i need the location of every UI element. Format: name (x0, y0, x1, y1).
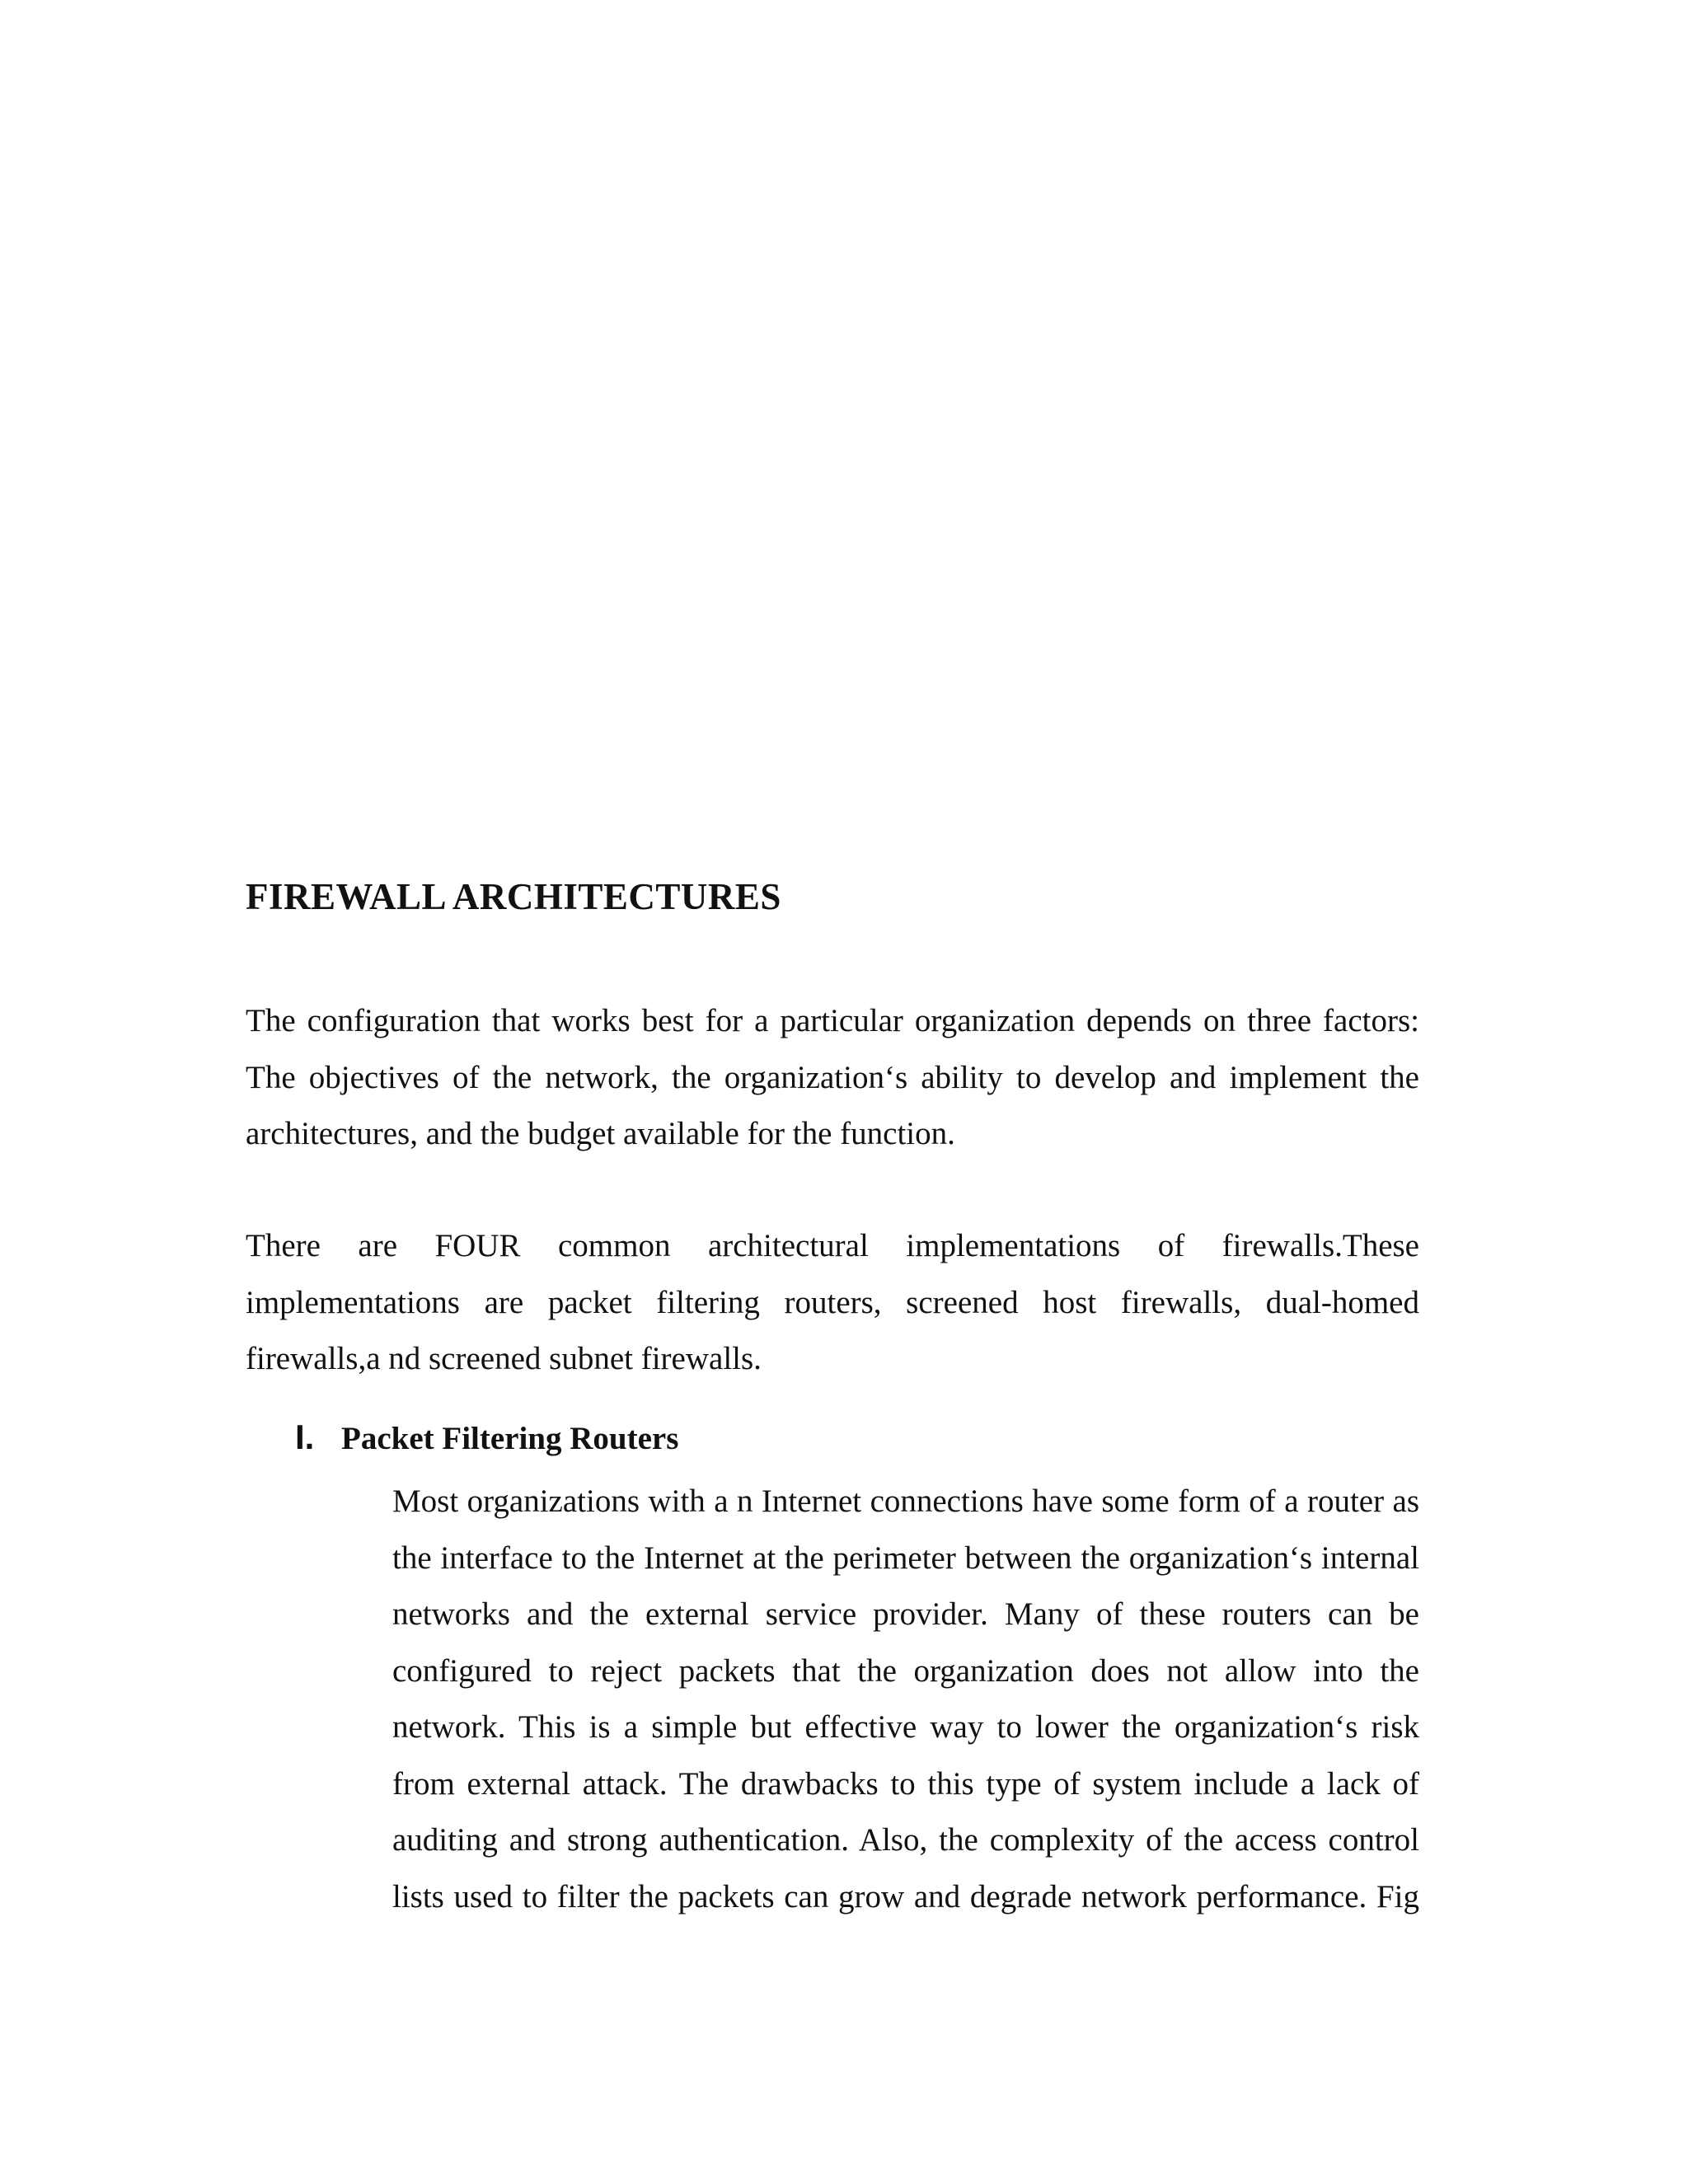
implementations-paragraph: There are FOUR common architectural implementations of firewalls.These implementations are packet filtering routers, screened host firewalls, dual-homed firewalls,a nd screened subnet firewalls. (246, 1228, 1419, 1376)
intro-paragraph: The configuration that works best for a particular organization depends on three factors: The objectives of the network, the organization‘s ability to develop and implement the architectures, and the budget available for the function. (246, 1003, 1419, 1151)
page-title: FIREWALL ARCHITECTURES (246, 876, 781, 917)
section-packet-filtering (295, 1418, 1419, 1925)
section-heading (295, 1418, 1419, 1474)
section-number: I. (295, 1418, 315, 1456)
section-title: Packet Filtering Routers (341, 1421, 679, 1456)
section-body-text: Most organizations with a n Internet connections have some form of a router as the interface to the Internet at the perimeter between the organization‘s internal networks and the external service provider. Many of these routers can be configured to reject packets that the organization does not allow into the network. This is a simple but effective way to lower the organization‘s risk from external attack. The drawbacks to this type of system include a lack of auditing and strong authentication. Also, the complexity of the access control lists used to filter the packets can grow and degrade network performance. Fig (392, 1483, 1419, 1915)
